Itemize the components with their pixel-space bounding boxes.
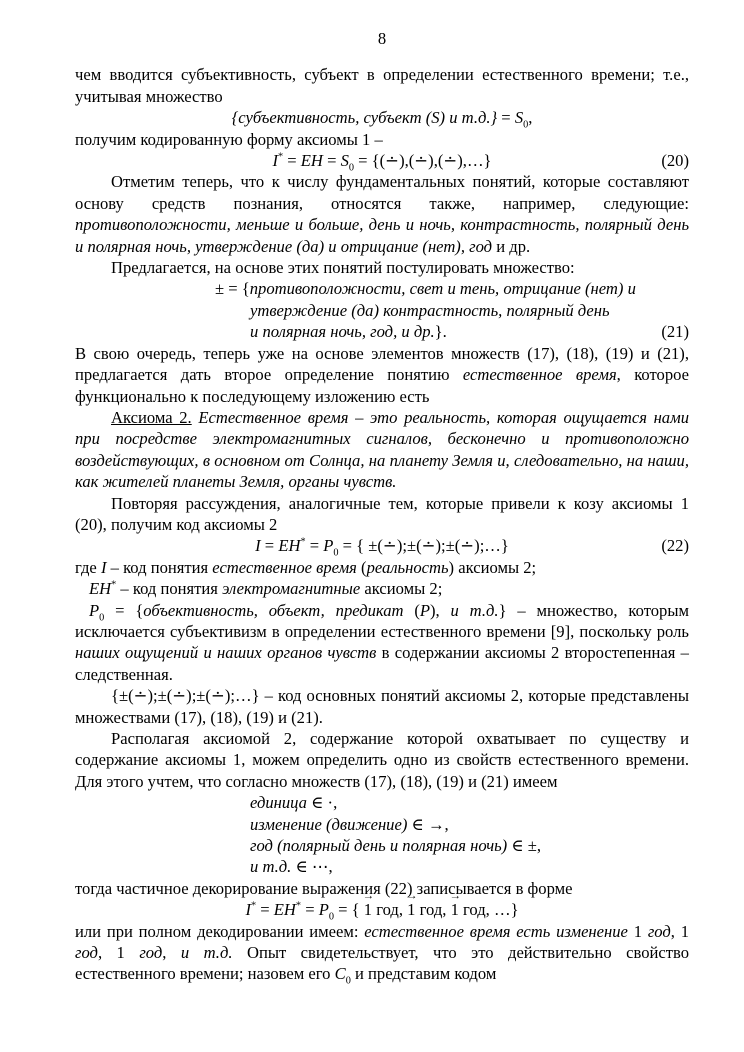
equation-20: [75, 150, 689, 174]
paragraph-having-axiom-2: Располагая аксиомой 2, содержание которой охватывает по существу и содержание аксиомы 1, можем определить одно из свойств естественного времени. Для этого учтем, что согласно множеств (17), (18), (19) и (21) имеем: [75, 729, 689, 791]
paragraph-code-of-concepts: {±(∸);±(∸);±(∸);…} – код основных понятий аксиомы 2, которые представлены множествами (17), (18), (19) и (21).: [75, 686, 689, 727]
equation-21-number: (21): [661, 322, 689, 342]
formula-decoded-body: $I^* = EH^* = P_0$ = { 1 → год, 1 → год, 1 → год, …}: [245, 900, 518, 919]
formula-21-line-1: ± = {противоположности, свет и тень, отрицание (нет) и: [215, 279, 636, 299]
formula-decoded: [75, 899, 689, 923]
paragraph-repeating-reasoning: Повторяя рассуждения, аналогичные тем, которые привели к козу аксиомы 1 (20), получим код аксиомы 2: [75, 493, 689, 534]
paragraph-full-decoding: или при полном декодировании имеем: естественное время есть изменение 1 год, 1 год, 1 год, и т.д. Опыт свидетельствует, что это действительно свойство естественного времени; назовем его $C_0$ и представим кодом: [75, 921, 690, 987]
membership-line-unit: единица ∈ ·,: [250, 793, 338, 813]
page-number: 8: [377, 29, 387, 48]
paragraph-fundamental-concepts: Отметим теперь, что к числу фундаментальных понятий, которые составляют основу средств познания, относятся также, например, следующие: противоположности, меньше и больше, день и ночь, контрастность, полярный день и полярная ночь, утверждение (да) и отрицание (нет), год и др.: [75, 172, 689, 256]
equation-20-number: (20): [661, 151, 689, 171]
paragraph-p0-set: $P_0$ = {объективность, объект, предикат (P), и т.д.} – множество, которым исключается субъективизм в определении естественного времени [9], поскольку роль наших ощущений и наших органов чувств в содержании аксиомы 2 второстепенная – следственная.: [75, 600, 689, 684]
formula-21-line-3: [75, 321, 689, 342]
paragraph-where-i: где I – код понятия естественное время (реальность) аксиомы 2;: [75, 557, 537, 577]
paragraph-postulate-set: Предлагается, на основе этих понятий постулировать множество:: [111, 258, 575, 278]
paragraph-partial-decoding: тогда частичное декорирование выражения (22) записывается в форме: [75, 878, 573, 898]
paragraph-axiom-2: Аксиома 2. Естественное время – это реальность, которая ощущается нами при посредстве электромагнитных сигналов, бесконечно и противоположно воздействующих, в основном от Солнца, на планету Земля и, следовательно, на наши, как жителей планеты Земля, органы чувств.: [75, 407, 689, 492]
equation-20-body: I* = EH = $S_0$ = {(∸),(∸),(∸),…}: [272, 151, 492, 174]
formula-subjectivity-set: {субъективность, субъект (S) и $т.д.\} = S_0$,: [231, 108, 533, 131]
paragraph-second-definition: В свою очередь, теперь уже на основе элементов множеств (17), (18), (19) и (21), предлагается дать второе определение понятию естественное время, которое функционально к последующему изложению есть: [75, 343, 689, 406]
equation-22: [75, 535, 689, 559]
paragraph-continuation: чем вводится субъективность, субъект в определении естественного времени; т.е., учитывая множество: [75, 65, 689, 106]
membership-line-etc: и т.д. ∈ ⋯,: [250, 857, 333, 877]
paragraph-eh-code: EH* – код понятия электромагнитные аксиомы 2;: [89, 579, 443, 599]
formula-21-line-3-body: и полярная ночь, год, и др.}.: [250, 322, 447, 342]
membership-line-change: изменение (движение) ∈ →,: [250, 814, 449, 834]
equation-22-number: (22): [661, 536, 689, 556]
formula-21-line-2: утверждение (да) контрастность, полярный день: [250, 300, 610, 320]
paragraph-coded-form: получим кодированную форму аксиомы 1 –: [75, 129, 383, 149]
membership-line-year: год (полярный день и полярная ночь) ∈ ±,: [250, 836, 542, 856]
equation-22-body: $I = EH^* = P_0$ = { ±(∸);±(∸);±(∸);…}: [255, 536, 509, 559]
